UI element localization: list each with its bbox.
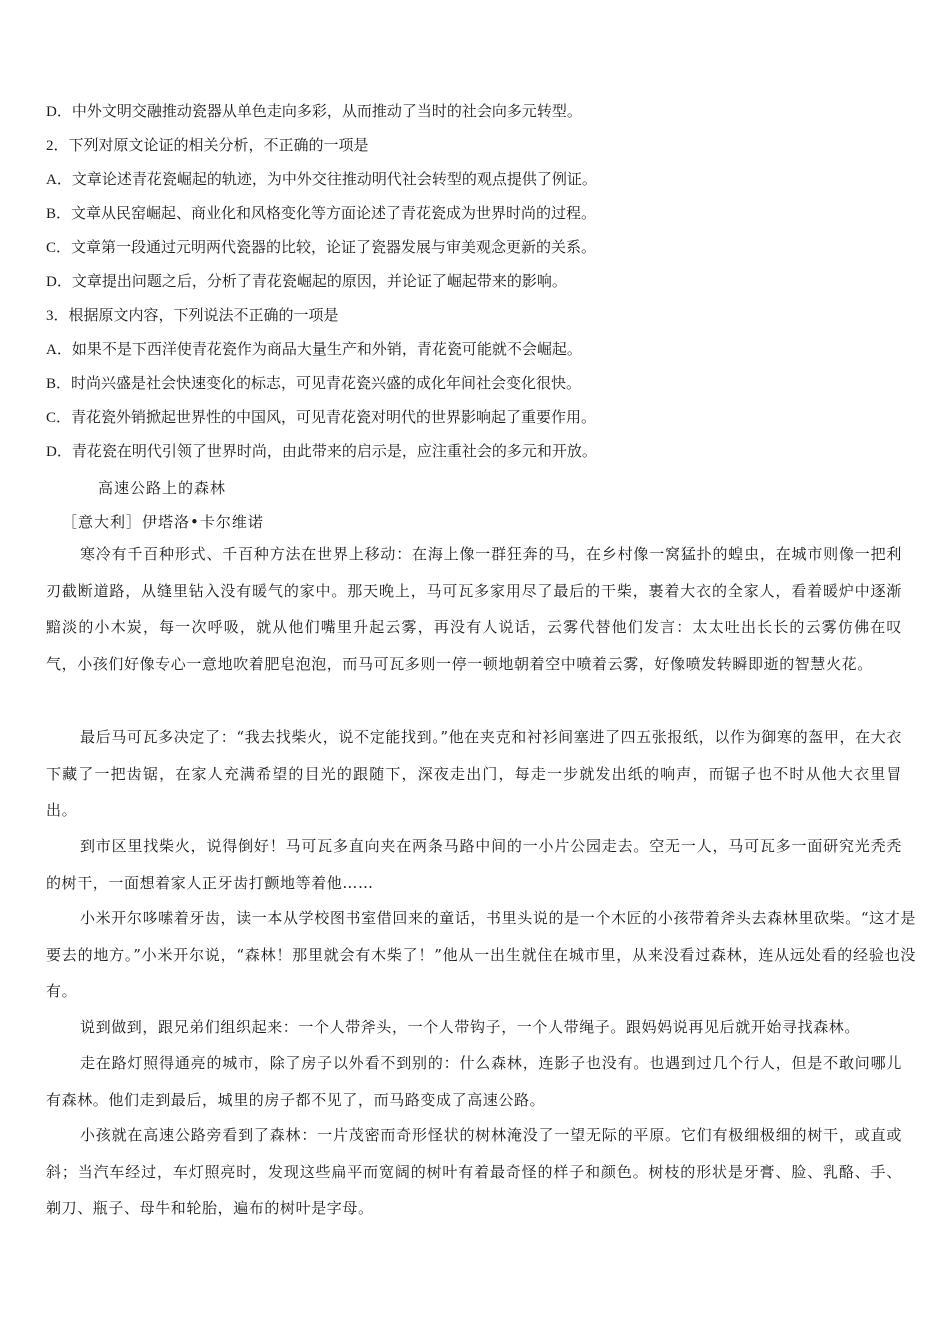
- q2-option-b: B．文章从民窑崛起、商业化和风格变化等方面论述了青花瓷成为世界时尚的过程。: [46, 206, 597, 222]
- q2-option-c: C．文章第一段通过元明两代瓷器的比较，论证了瓷器发展与审美观念更新的关系。: [46, 240, 597, 256]
- q3-option-a: A．如果不是下西洋使青花瓷作为商品大量生产和外销，青花瓷可能就不会崛起。: [46, 342, 582, 358]
- story-title: 高速公路上的森林: [98, 479, 227, 497]
- q3-option-c: C．青花瓷外销掀起世界性的中国风，可见青花瓷对明代的世界影响起了重要作用。: [46, 410, 597, 426]
- story-paragraph-3: 到市区里找柴火，说得倒好！马可瓦多直向夹在两条马路中间的一小片公园走去。空无一人，马可瓦多一面研究光秃秃的树干，一面想着家人正牙齿打颤地等着他……: [46, 837, 902, 892]
- q2-option-a: A．文章论述青花瓷崛起的轨迹，为中外交往推动明代社会转型的观点提供了例证。: [46, 172, 597, 188]
- story-paragraph-1: 寒冷有千百种形式、千百种方法在世界上移动：在海上像一群狂奔的马，在乡村像一窝猛扑的蝗虫，在城市则像一把利刃截断道路，从缝里钻入没有暖气的家中。那天晚上，马可瓦多家用尽了最后的干柴，裹着大衣的全家人，看着暖炉中逐渐黯淡的小木炭，每一次呼吸，就从他们嘴里升起云雾，再没有人说话，云雾代替他们发言：太太吐出长长的云雾仿佛在叹气，小孩们好像专心一意地吹着肥皂泡泡，而马可瓦多则一停一顿地朝着空中喷着云雾，好像喷发转瞬即逝的智慧火花。: [46, 545, 902, 673]
- story-paragraph-6: 走在路灯照得通亮的城市，除了房子以外看不到别的：什么森林，连影子也没有。也遇到过几个行人，但是不敢问哪儿有森林。他们走到最后，城里的房子都不见了，而马路变成了高速公路。: [46, 1054, 902, 1109]
- q3-option-b: B．时尚兴盛是社会快速变化的标志，可见青花瓷兴盛的成化年间社会变化很快。: [46, 376, 582, 392]
- story-paragraph-7: 小孩就在高速公路旁看到了森林：一片茂密而奇形怪状的树林淹没了一望无际的平原。它们有极细极细的树干，或直或斜；当汽车经过，车灯照亮时，发现这些扁平而宽阔的树叶有着最奇怪的样子和颜色。树枝的形状是牙膏、脸、乳酪、手、剃刀、瓶子、母牛和轮胎，遍布的树叶是字母。: [46, 1126, 902, 1217]
- story-paragraph-5: 说到做到，跟兄弟们组织起来：一个人带斧头，一个人带钩子，一个人带绳子。跟妈妈说再见后就开始寻找森林。: [80, 1018, 861, 1036]
- q1-option-d: D．中外文明交融推动瓷器从单色走向多彩，从而推动了当时的社会向多元转型。: [46, 104, 582, 120]
- q3-stem: 3．根据原文内容，下列说法不正确的一项是: [46, 308, 339, 324]
- q2-stem: 2．下列对原文论证的相关分析，不正确的一项是: [46, 138, 369, 154]
- q2-option-d: D．文章提出问题之后，分析了青花瓷崛起的原因，并论证了崛起带来的影响。: [46, 274, 567, 290]
- story-author: ［意大利］伊塔洛•卡尔维诺: [62, 513, 264, 531]
- story-paragraph-4: 小米开尔哆嗦着牙齿，读一本从学校图书室借回来的童话，书里头说的是一个木匠的小孩带着斧头去森林里砍柴。“这才是要去的地方。”小米开尔说，“森林！那里就会有木柴了！”他从一出生就住在城市里，从来没看过森林，连从远处看的经验也没有。: [46, 909, 916, 1000]
- story-paragraph-2: 最后马可瓦多决定了：“我去找柴火，说不定能找到。”他在夹克和衬衫间塞进了四五张报纸，以作为御寒的盔甲，在大衣下藏了一把齿锯，在家人充满希望的目光的跟随下，深夜走出门，每走一步就发出纸的响声，而锯子也不时从他大衣里冒出。: [46, 728, 902, 819]
- q3-option-d: D．青花瓷在明代引领了世界时尚，由此带来的启示是，应注重社会的多元和开放。: [46, 444, 597, 460]
